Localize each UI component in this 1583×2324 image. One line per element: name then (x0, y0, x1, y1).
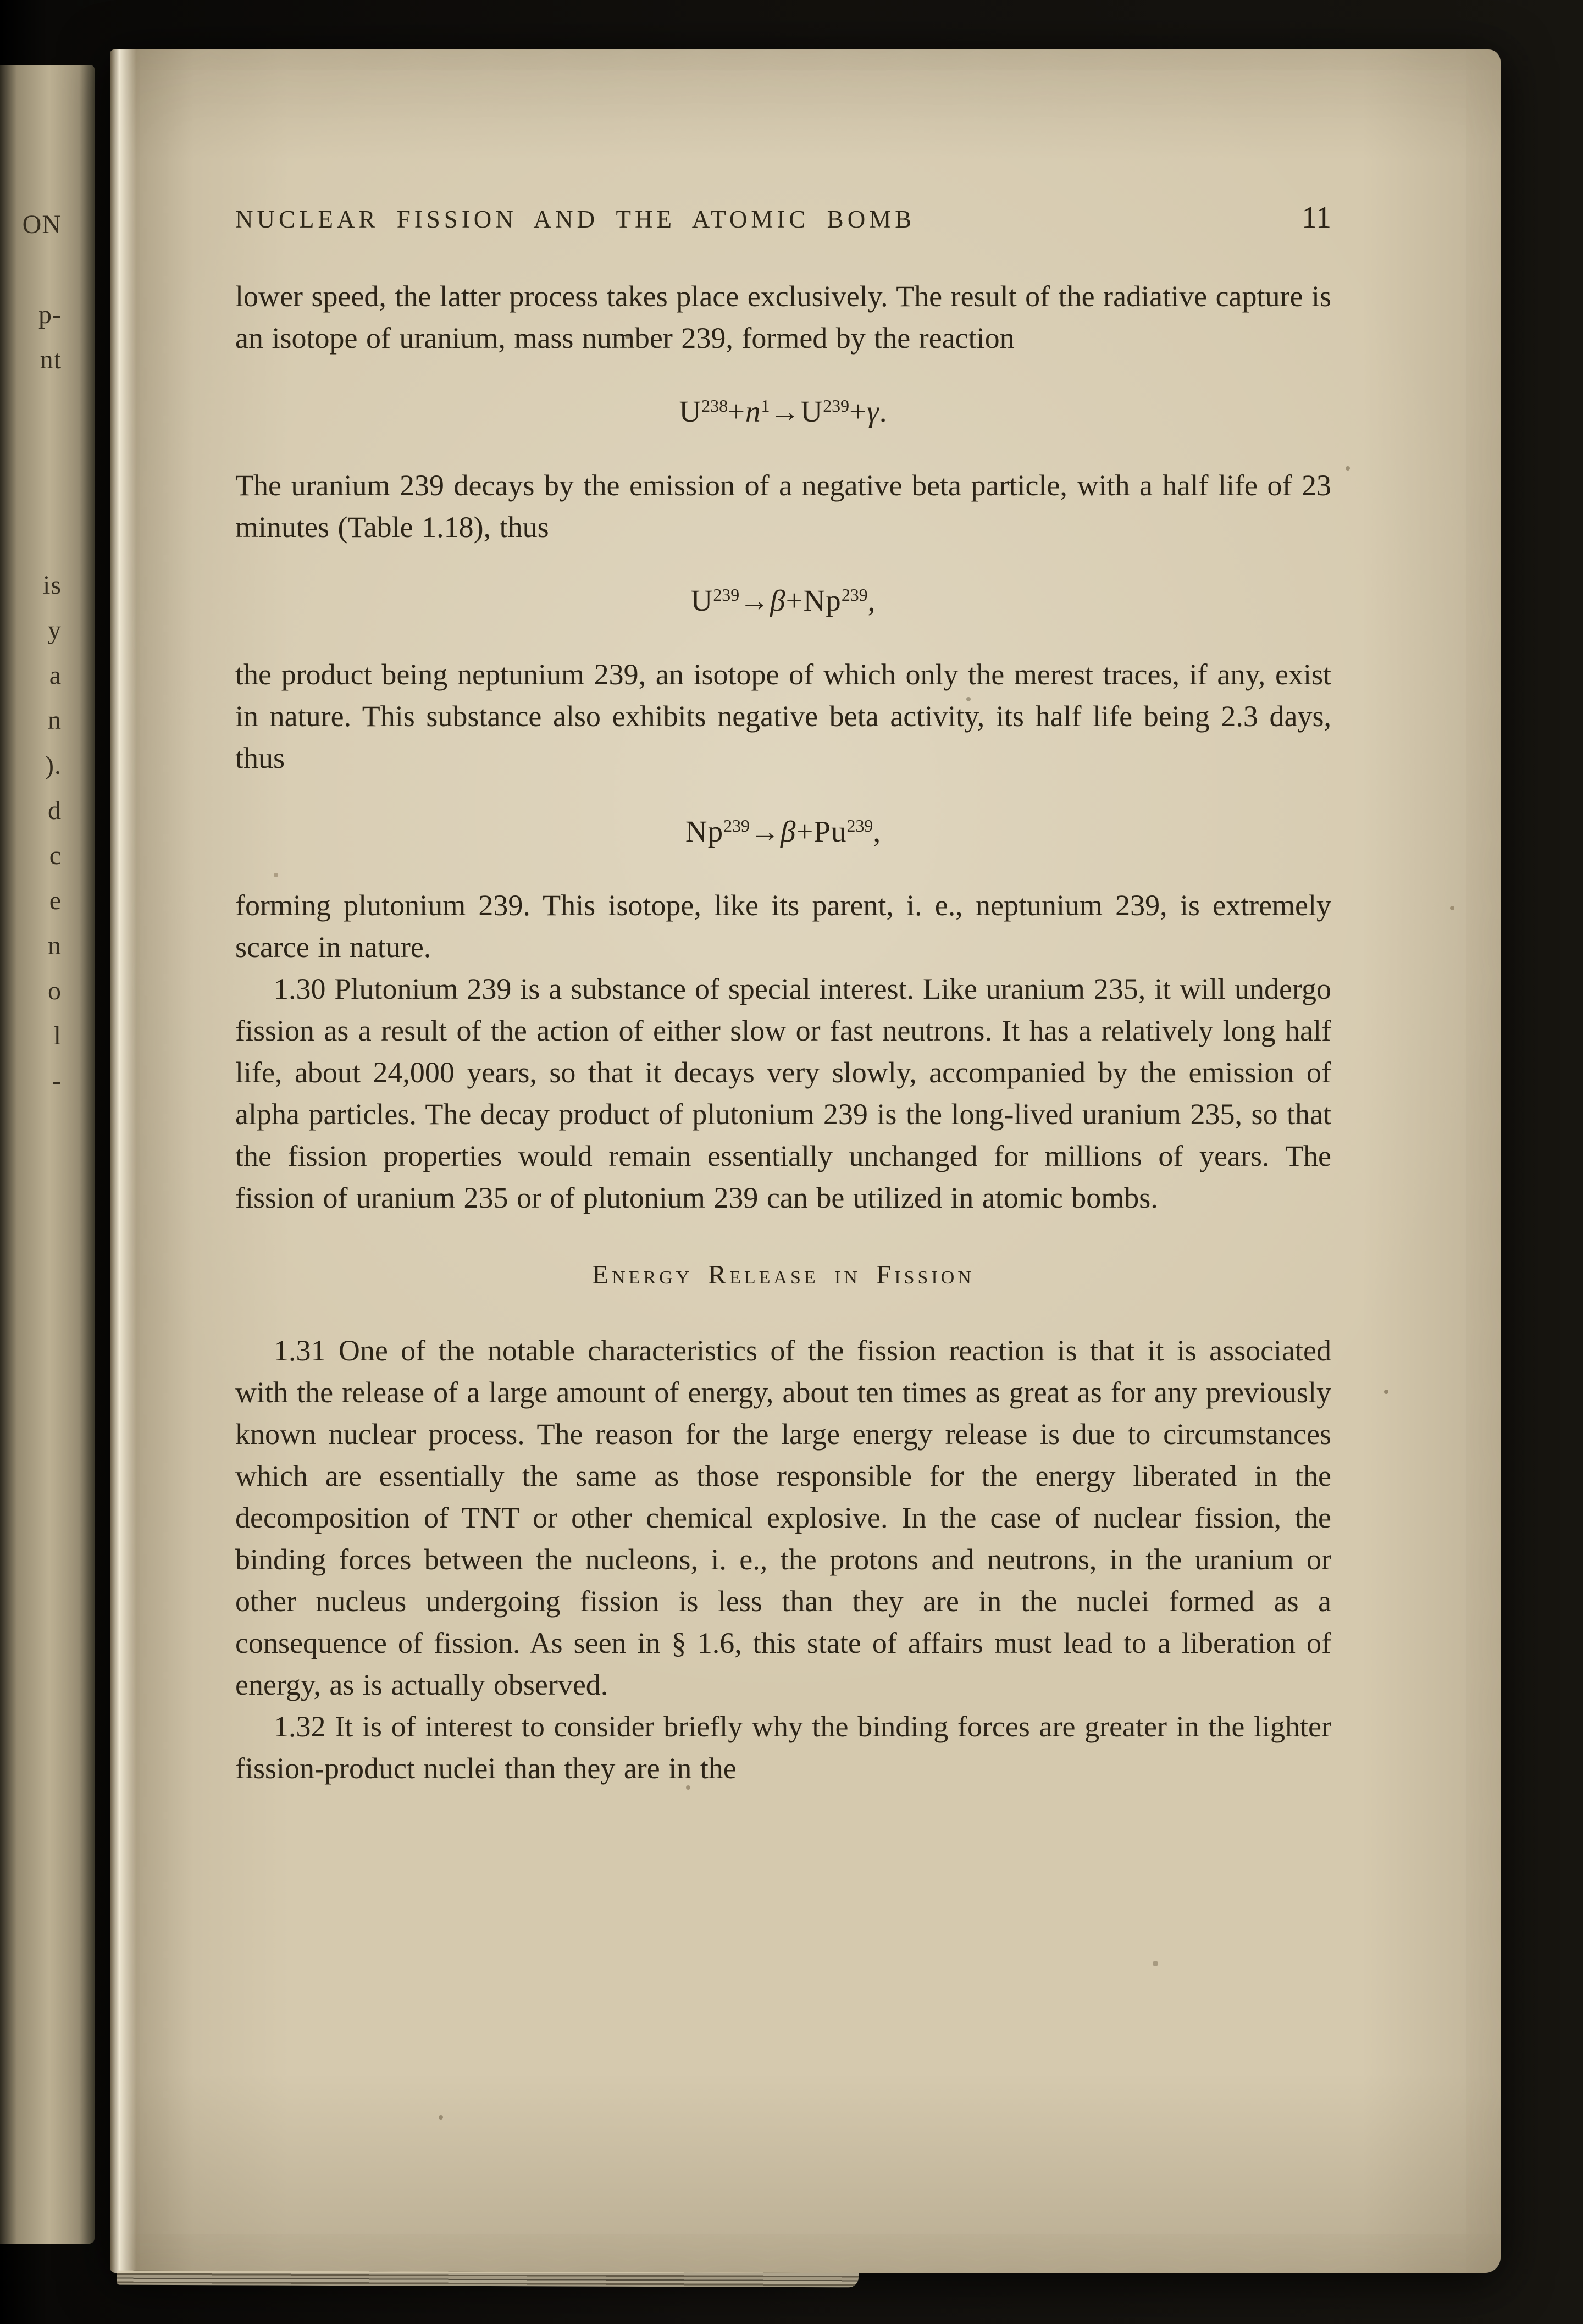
gutter-text-fragment: d (48, 796, 62, 825)
paragraph-u239-decay: The uranium 239 decays by the emission of a negative beta particle, with a half life of 23 minutes (Table 1.18), thus (235, 469, 1331, 544)
gutter-text-fragment (23, 473, 62, 518)
page-gutter-curl (110, 49, 136, 2273)
equation-superscript: 1 (761, 396, 770, 416)
gutter-text-fragment: n (48, 931, 62, 960)
gutter-text-fragment (23, 247, 62, 292)
equation-term: +Pu (796, 815, 847, 848)
equation-u239-beta-decay (235, 580, 1331, 622)
paragraph-1-32: 1.32 It is of interest to consider briefly why the binding forces are greater in the lighter fission-product nuclei than they are in the (235, 1710, 1331, 1785)
equation-term: →U (770, 395, 823, 428)
equation-term: , (867, 584, 876, 617)
gutter-text-fragment: ON (22, 210, 62, 239)
paragraph-1-30: 1.30 Plutonium 239 is a substance of special interest. Like uranium 235, it will undergo fission as a result of the action of either slow or fast neutrons. It has a relatively long half life, about 24,000 years, so that it decays very slowly, accompanied by the emission of alpha particles. The decay product of plutonium 239 is the long-lived uranium 235, so that the fission properties would remain essentially unchanged for millions of years. The fission of uranium 235 or of plutonium 239 can be utilized in atomic bombs. (235, 972, 1331, 1214)
equation-term: U (679, 395, 702, 428)
gutter-text-fragment: c (49, 841, 62, 870)
gutter-text-fragment: e (49, 886, 62, 915)
gutter-text-fragment: o (48, 976, 62, 1005)
equation-superscript: 238 (701, 396, 728, 416)
equation-term: . (879, 395, 888, 428)
equation-term: U (690, 584, 713, 617)
equation-term: β (770, 584, 786, 617)
gutter-text-fragment (23, 383, 62, 428)
equation-term: → (739, 584, 771, 617)
equation-superscript: 239 (841, 585, 868, 605)
page-content (235, 197, 1331, 1789)
gutter-text-fragment: nt (40, 345, 62, 374)
equation-term: , (873, 815, 882, 848)
equation-u238-neutron-capture (235, 391, 1331, 433)
running-header (235, 197, 1331, 240)
equation-term: γ (867, 395, 879, 428)
gutter-text-fragment (23, 518, 62, 563)
page-stack-edges (117, 2271, 859, 2288)
gutter-text-fragment: is (42, 571, 62, 600)
paragraph-neptunium: the product being neptunium 239, an isotope of which only the merest traces, if any, exist in nature. This substance also exhibits negative beta activity, its half life being 2.3 days, thus (235, 658, 1331, 774)
equation-np239-beta-decay (235, 811, 1331, 853)
paragraph-continuation: lower speed, the latter process takes place exclusively. The result of the radiative capture is an isotope of uranium, mass number 239, formed by the reaction (235, 280, 1331, 355)
paragraph-1-31: 1.31 One of the notable characteristics of the fission reaction is that it is associated with the release of a large amount of energy, about ten times as great as for any previously known nuclear process. The reason for the large energy release is due to circumstances which are essentially the same as those responsible for the energy liberated in the decomposition of TNT or other chemical explosive. In the case of nuclear fission, the binding forces between the nucleons, i. e., the protons and neutrons, in the uranium or other nucleus undergoing fission is less than they are in the nuclei formed as a consequence of fission. As seen in § 1.6, this state of affairs must lead to a liberation of energy, as is actually observed. (235, 1334, 1331, 1701)
facing-page-edge (0, 65, 95, 2244)
equation-term: β (780, 815, 796, 848)
equation-superscript: 239 (713, 585, 740, 605)
gutter-text-fragment: ). (45, 751, 62, 780)
gutter-text-fragment (23, 428, 62, 473)
gutter-text-fragment: a (49, 661, 62, 690)
equation-term: + (728, 395, 746, 428)
paragraph-plutonium: forming plutonium 239. This isotope, like its parent, i. e., neptunium 239, is extremely scarce in nature. (235, 889, 1331, 964)
running-title: NUCLEAR FISSION AND THE ATOMIC BOMB (235, 206, 916, 233)
equation-term: + (849, 395, 867, 428)
page-number: 11 (1302, 201, 1331, 235)
gutter-text-fragment: p- (38, 300, 62, 329)
equation-term: → (749, 815, 781, 848)
section-heading: Energy Release in Fission (592, 1259, 975, 1290)
gutter-text-fragment: l (53, 1021, 62, 1050)
equation-term: +Np (785, 584, 842, 617)
gutter-text-fragment: - (52, 1066, 62, 1095)
paper-foxing-specks (110, 49, 112, 52)
equation-term: Np (685, 815, 724, 848)
equation-term: n (745, 395, 761, 428)
book-page (110, 49, 1501, 2273)
equation-superscript: 239 (723, 816, 750, 836)
equation-superscript: 239 (823, 396, 850, 416)
facing-page-text-fragments (23, 202, 62, 1104)
gutter-text-fragment: y (48, 616, 62, 645)
equation-superscript: 239 (846, 816, 873, 836)
gutter-text-fragment: n (48, 706, 62, 735)
